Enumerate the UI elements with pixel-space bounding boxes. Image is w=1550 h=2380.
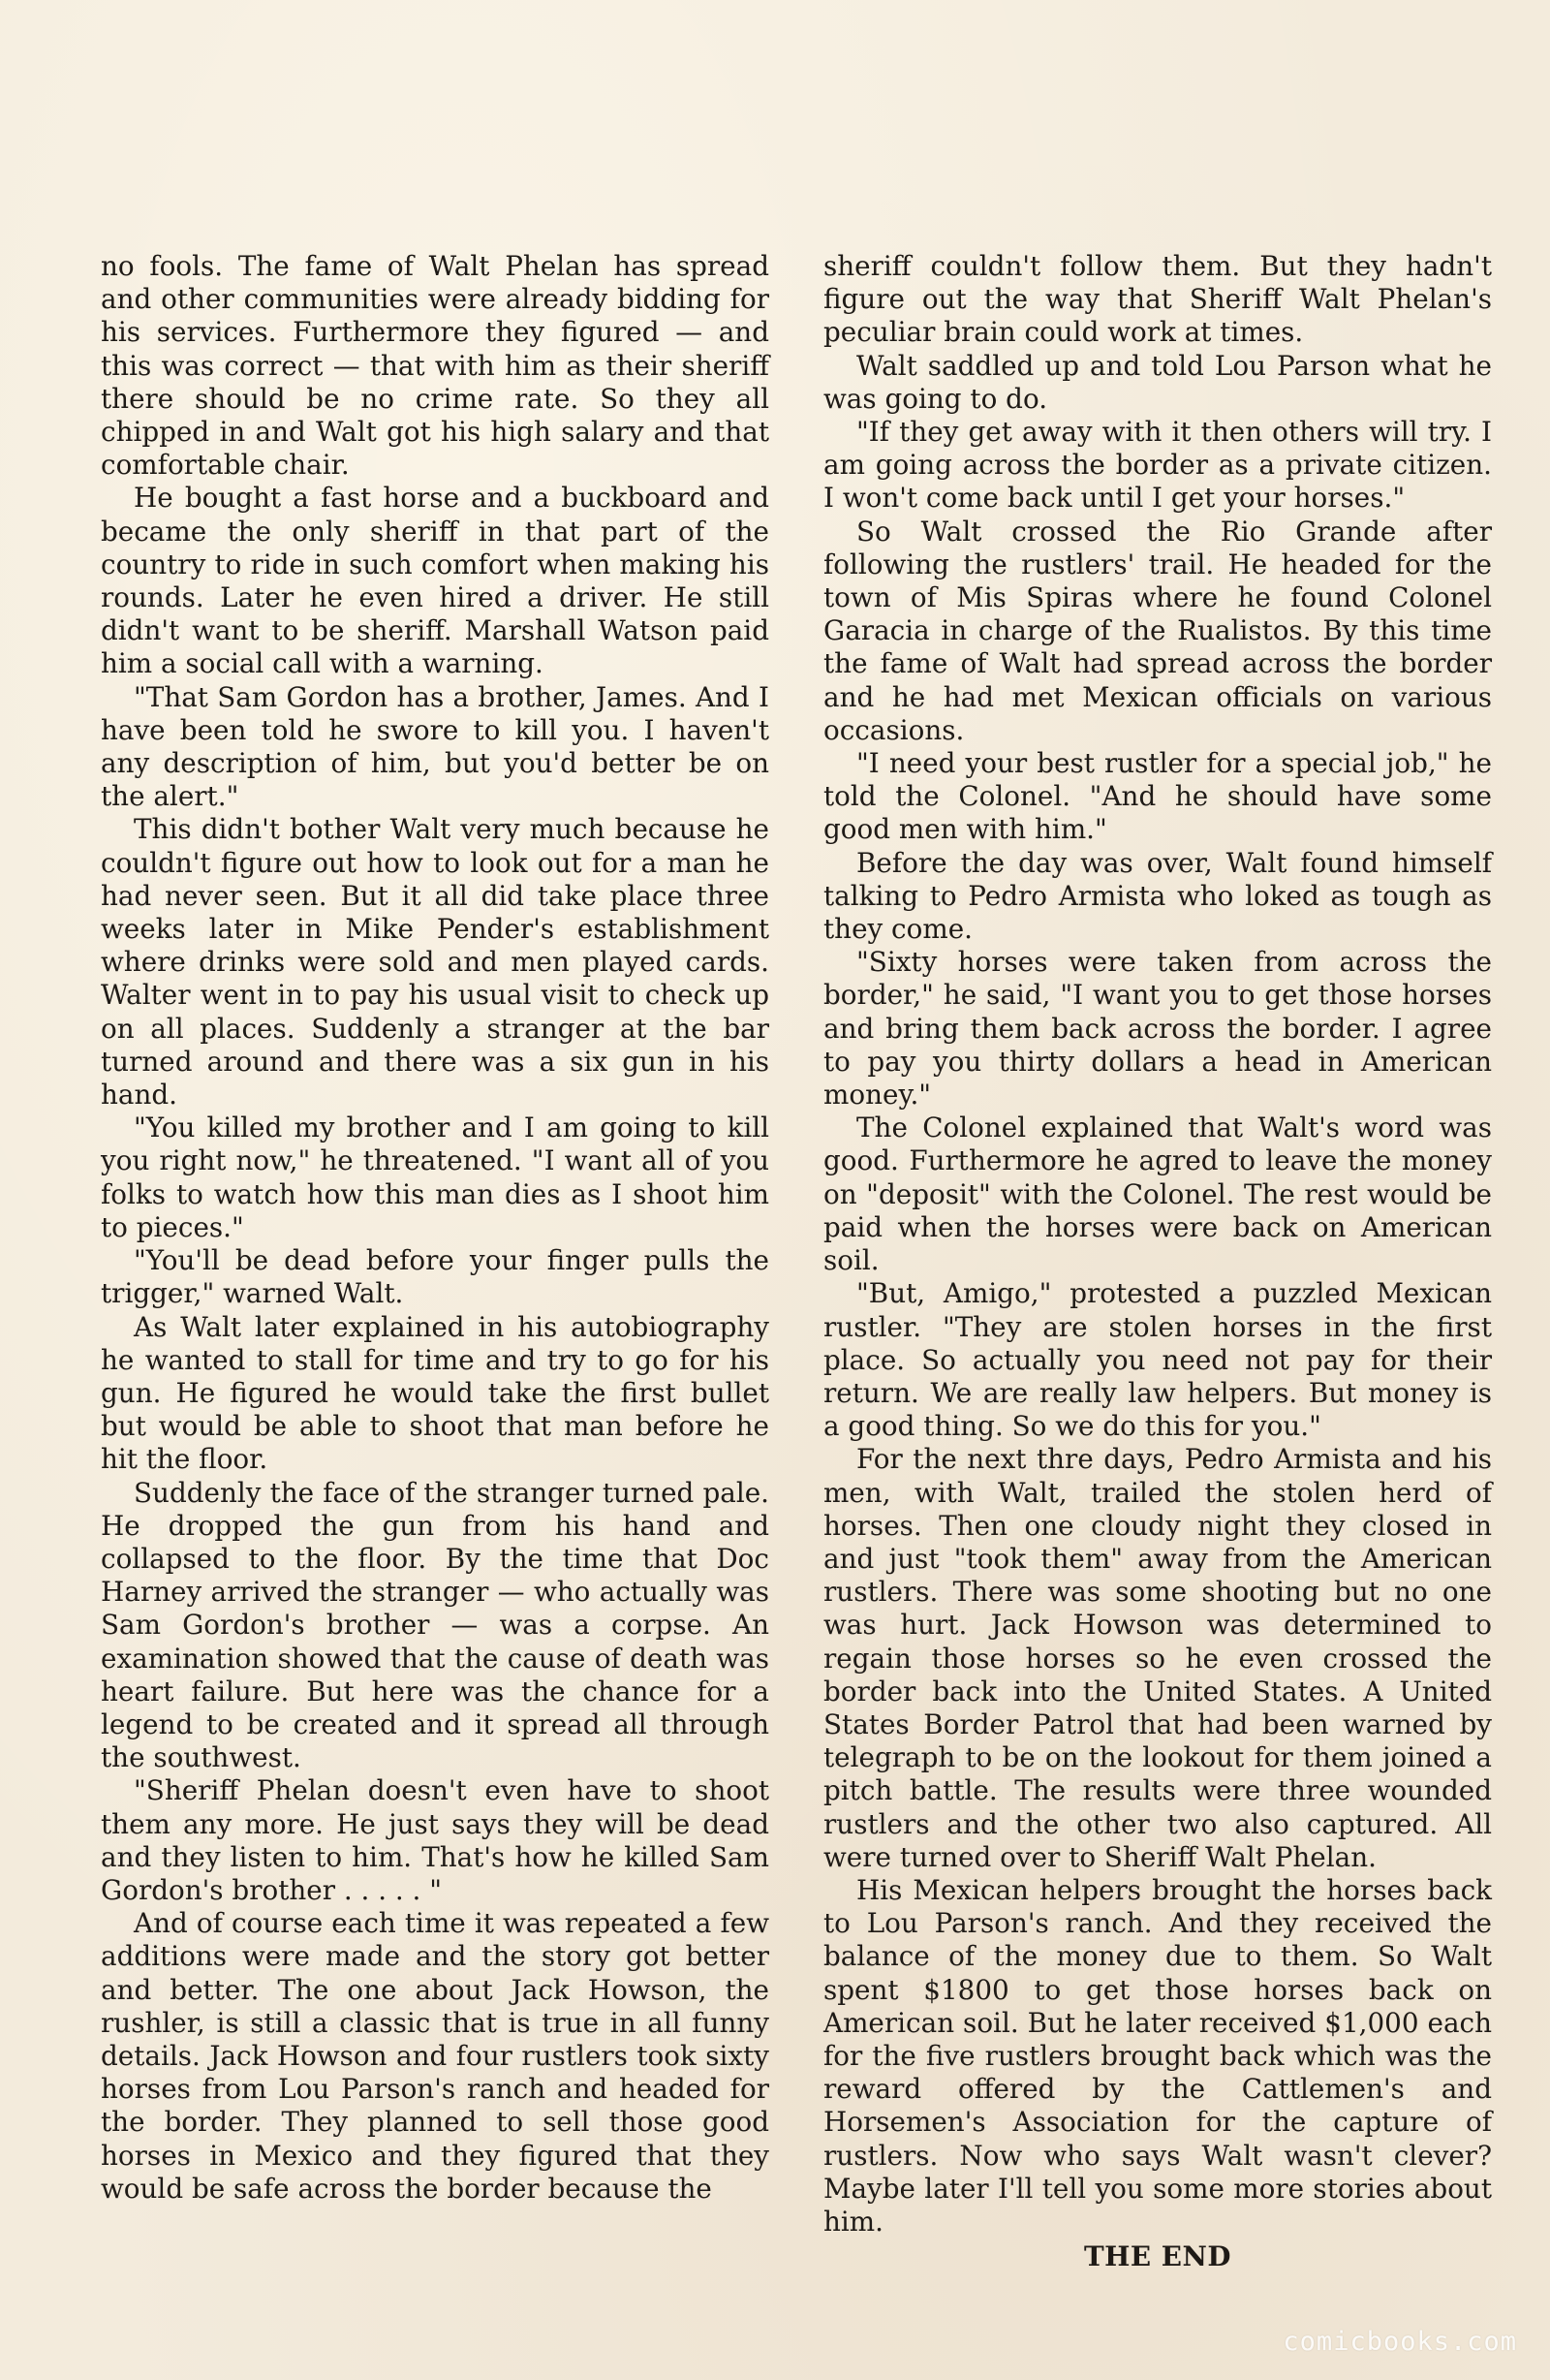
- paragraph: This didn't bother Walt very much because he couldn't figure out how to look out for a man he had never seen. But it all did take place three weeks later in Mike Pender's establishment where drinks were sold and men played cards. Walter went in to pay his usual visit to check up on all places. Suddenly a stranger at the bar turned around and there was a six gun in his hand.: [101, 813, 769, 1112]
- paragraph: "But, Amigo," protested a puzzled Mexican rustler. "They are stolen horses in the first place. So actually you need not pay for their return. We are really law helpers. But money is a good thing. So we do this for you.": [823, 1277, 1492, 1443]
- right-text-column: [823, 250, 1492, 2273]
- paragraph: "If they get away with it then others will try. I am going across the border as a private citizen. I won't come back until I get your horses.": [823, 416, 1492, 515]
- paragraph: Suddenly the face of the stranger turned pale. He dropped the gun from his hand and collapsed to the floor. By the time that Doc Harney arrived the stranger — who actually was Sam Gordon's brother — was a corpse. An examination showed that the cause of death was heart failure. But here was the chance for a legend to be created and it spread all through the southwest.: [101, 1476, 769, 1774]
- paragraph: "That Sam Gordon has a brother, James. And I have been told he swore to kill you. I haven't any description of him, but you'd better be on the alert.": [101, 680, 769, 813]
- paragraph: "Sixty horses were taken from across the border," he said, "I want you to get those horses and bring them back across the border. I agree to pay you thirty dollars a head in American money.": [823, 946, 1492, 1112]
- paragraph: "You killed my brother and I am going to kill you right now," he threatened. "I want all of you folks to watch how this man dies as I shoot him to pieces.": [101, 1112, 769, 1243]
- watermark: comicbooks.com: [1283, 2327, 1517, 2357]
- paragraph: His Mexican helpers brought the horses back to Lou Parson's ranch. And they received the balance of the money due to them. So Walt spent $1800 to get those horses back on American soil. But he later received $1,000 each for the five rustlers brought back which was the reward offered by the Cattlemen's and Horsemen's Association for the capture of rustlers. Now who says Walt wasn't clever? Maybe later I'll tell you some more stories about him.: [823, 1873, 1492, 2238]
- paragraph: The Colonel explained that Walt's word was good. Furthermore he agred to leave the money on "deposit" with the Colonel. The rest would be paid when the horses were back on American soil.: [823, 1112, 1492, 1277]
- paragraph: So Walt crossed the Rio Grande after following the rustlers' trail. He headed for the town of Mis Spiras where he found Colonel Garacia in charge of the Rualistos. By this time the fame of Walt had spread across the border and he had met Mexican officials on various occasions.: [823, 515, 1492, 746]
- paragraph: And of course each time it was repeated a few additions were made and the story got better and better. The one about Jack Howson, the rushler, is still a classic that is true in all funny details. Jack Howson and four rustlers took sixty horses from Lou Parson's ranch and headed for the border. They planned to sell those good horses in Mexico and they figured that they would be safe across the border because the: [101, 1907, 769, 2205]
- paragraph: no fools. The fame of Walt Phelan has spread and other communities were already bidding for his services. Furthermore they figured — and this was correct — that with him as their sheriff there should be no crime rate. So they all chipped in and Walt got his high salary and that comfortable chair.: [101, 250, 769, 482]
- paragraph: sheriff couldn't follow them. But they hadn't figure out the way that Sheriff Walt Phelan's peculiar brain could work at times.: [823, 250, 1492, 349]
- paragraph: He bought a fast horse and a buckboard and became the only sheriff in that part of the country to ride in such comfort when making his rounds. Later he even hired a driver. He still didn't want to be sheriff. Marshall Watson paid him a social call with a warning.: [101, 482, 769, 680]
- the-end-heading: THE END: [1083, 2240, 1231, 2273]
- paragraph: "I need your best rustler for a special job," he told the Colonel. "And he should have some good men with him.": [823, 747, 1492, 846]
- paragraph: Walt saddled up and told Lou Parson what he was going to do.: [823, 349, 1492, 415]
- paragraph: "Sheriff Phelan doesn't even have to shoot them any more. He just says they will be dead and they listen to him. That's how he killed Sam Gordon's brother . . . . . ": [101, 1774, 769, 1906]
- paragraph: Before the day was over, Walt found himself talking to Pedro Armista who loked as tough as they come.: [823, 846, 1492, 946]
- paragraph: For the next thre days, Pedro Armista and his men, with Walt, trailed the stolen herd of horses. Then one cloudy night they closed in and just "took them" away from the American rustlers. There was some shooting but no one was hurt. Jack Howson was determined to regain those horses so he even crossed the border back into the United States. A United States Border Patrol that had been warned by telegraph to be on the lookout for them joined a pitch battle. The results were three wounded rustlers and the other two also captured. All were turned over to Sheriff Walt Phelan.: [823, 1443, 1492, 1873]
- left-text-column: [101, 250, 769, 2206]
- paragraph: "You'll be dead before your finger pulls the trigger," warned Walt.: [101, 1244, 769, 1310]
- paragraph: As Walt later explained in his autobiography he wanted to stall for time and try to go for his gun. He figured he would take the first bullet but would be able to shoot that man before he hit the floor.: [101, 1310, 769, 1476]
